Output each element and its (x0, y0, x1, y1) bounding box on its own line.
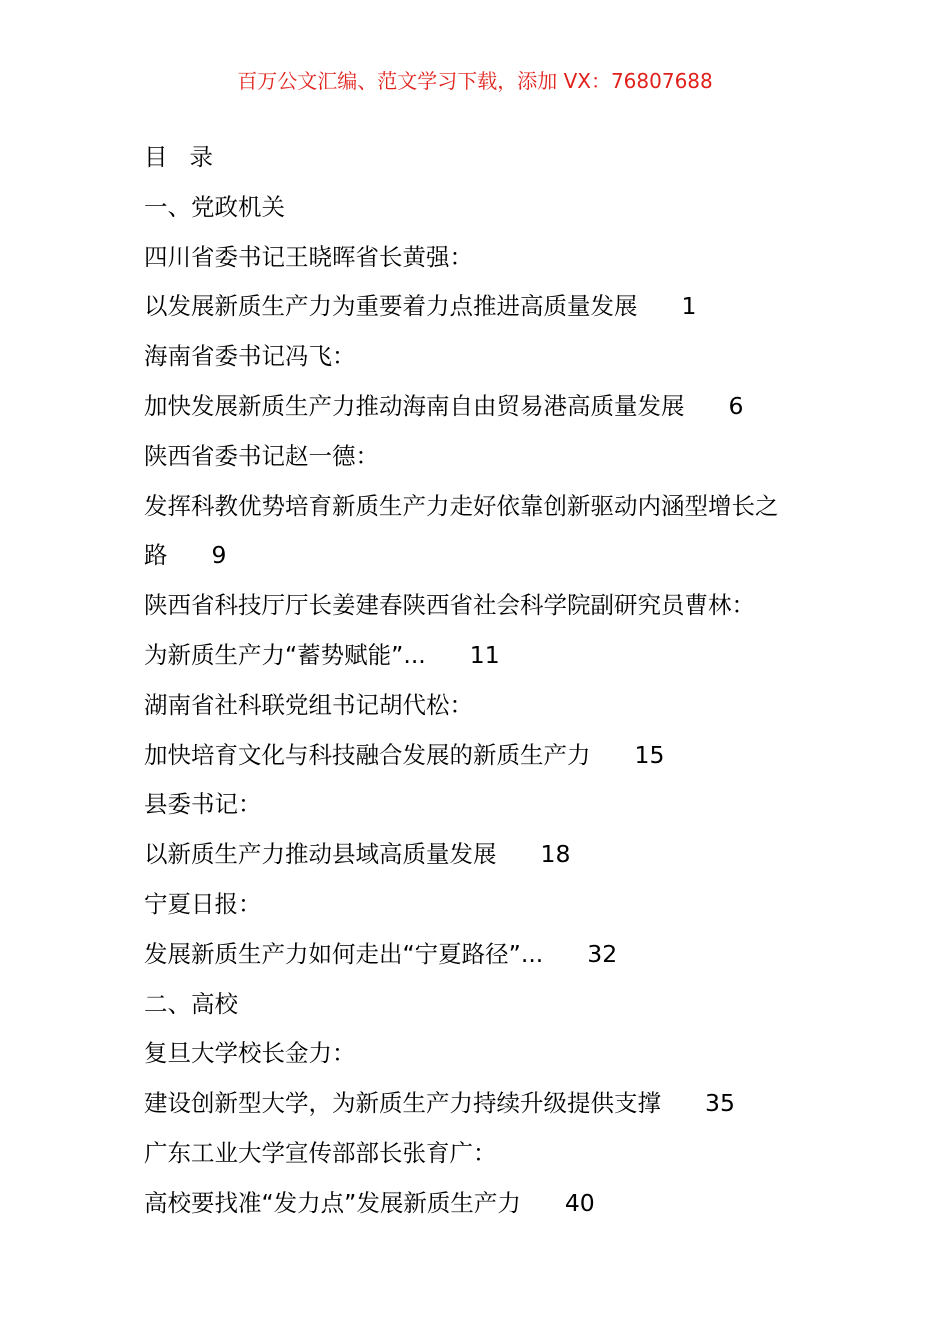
toc-entry-title: 高校要找准“发力点”发展新质生产力 (144, 1188, 521, 1217)
toc-heading-part2: 录 (189, 143, 213, 171)
toc-entry-title: 路 (144, 541, 168, 570)
toc-entry (144, 631, 824, 681)
toc-section-heading: 一、党政机关 (144, 192, 285, 221)
toc-entry-page-number: 35 (705, 1089, 735, 1118)
toc-entry-title: 加快培育文化与科技融合发展的新质生产力 (144, 740, 591, 769)
toc-author-line: 海南省委书记冯飞： (144, 342, 356, 371)
toc-author-line: 广东工业大学宣传部部长张育广： (144, 1138, 497, 1167)
toc-entry-title: 以发展新质生产力为重要着力点推进高质量发展 (144, 292, 638, 321)
toc-entry-page-number: 9 (211, 541, 227, 570)
toc-author-line: 湖南省社科联党组书记胡代松： (144, 690, 473, 719)
toc-entry (144, 282, 824, 332)
toc-entry (144, 830, 824, 880)
toc-entry-page-number: 32 (587, 939, 618, 968)
toc-entry-title: 加快发展新质生产力推动海南自由贸易港高质量发展 (144, 391, 685, 420)
toc-author-line: 复旦大学校长金力： (144, 1039, 356, 1068)
toc-author-line: 宁夏日报： (144, 889, 262, 918)
toc-entry (144, 382, 824, 432)
toc-entry-page-number: 40 (564, 1188, 595, 1217)
toc-author-line: 县委书记： (144, 790, 262, 819)
table-of-contents (144, 133, 824, 1229)
toc-entry-title: 建设创新型大学，为新质生产力持续升级提供支撑 (144, 1089, 661, 1118)
toc-entry (144, 1079, 824, 1129)
toc-entry-title: 发展新质生产力如何走出“宁夏路径”... (144, 939, 544, 968)
toc-author-line: 陕西省委书记赵一德： (144, 441, 379, 470)
toc-section-heading: 二、高校 (144, 989, 238, 1018)
toc-heading (144, 133, 824, 183)
toc-entry (144, 531, 824, 581)
header-banner: 百万公文汇编、范文学习下载，添加 VX：76807688 (237, 69, 713, 93)
toc-heading-part1: 目 (144, 143, 168, 171)
toc-entry (144, 1179, 824, 1229)
toc-entry-title: 以新质生产力推动县域高质量发展 (144, 840, 497, 869)
toc-entry-page-number: 15 (634, 740, 665, 769)
toc-entry (144, 731, 824, 781)
toc-entry-page-number: 11 (469, 640, 500, 669)
toc-entry-page-number: 18 (540, 840, 571, 869)
toc-lines (144, 183, 824, 1229)
toc-entry-title: 为新质生产力“蓄势赋能”... (144, 640, 426, 669)
toc-entry-page-number: 1 (681, 292, 697, 321)
toc-text-line: 发挥科教优势培育新质生产力走好依靠创新驱动内涵型增长之 (144, 491, 779, 520)
toc-author-line: 陕西省科技厅厅长姜建春陕西省社会科学院副研究员曹林： (144, 591, 755, 620)
toc-entry-page-number: 6 (728, 391, 744, 420)
toc-author-line: 四川省委书记王晓晖省长黄强： (144, 242, 473, 271)
toc-entry (144, 930, 824, 980)
